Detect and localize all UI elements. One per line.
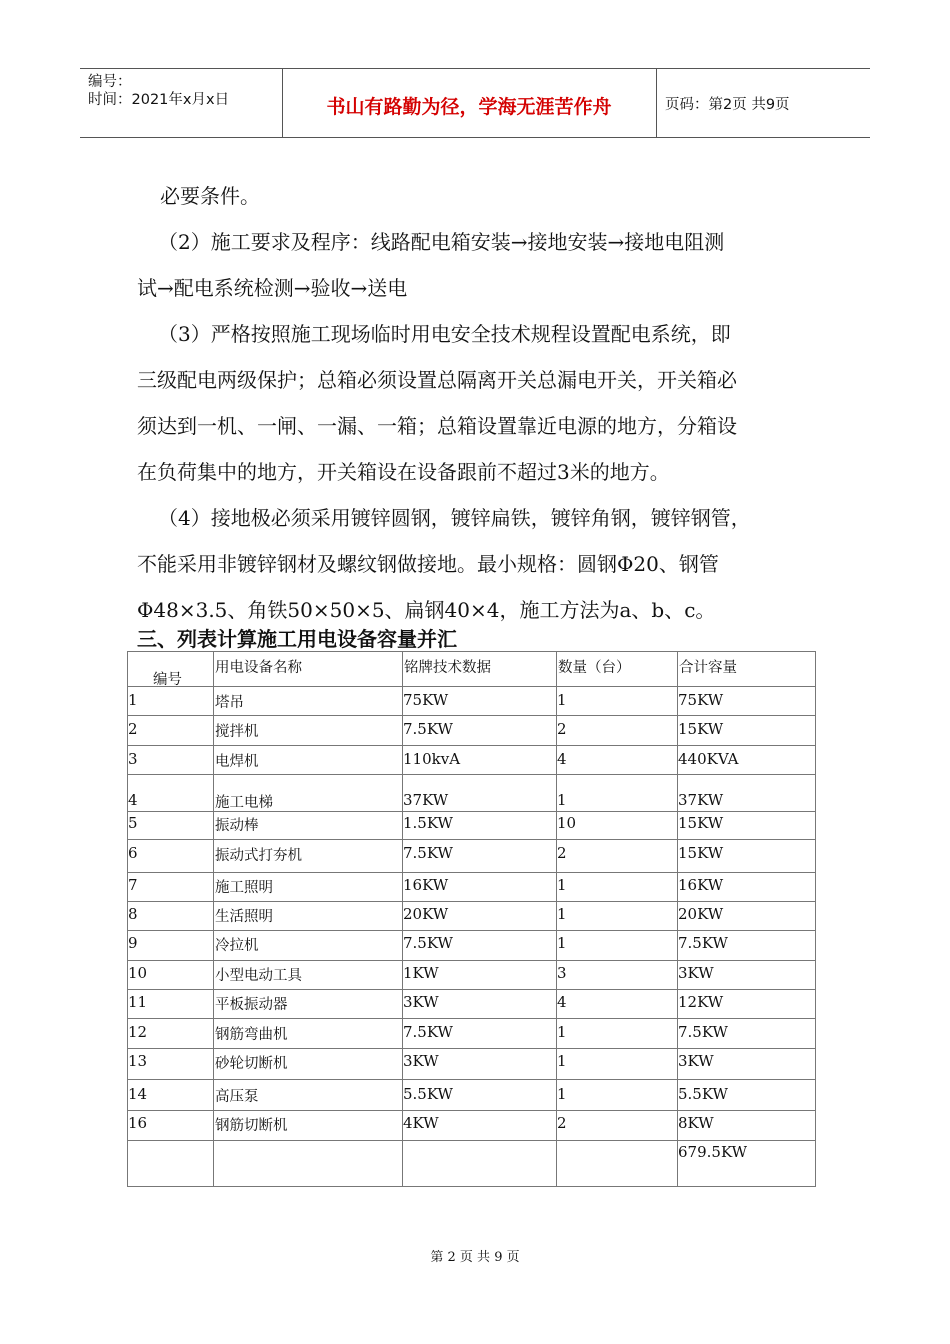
- table-rule: [815, 651, 816, 1187]
- table-rule: [127, 1018, 816, 1019]
- page-footer: 第 2 页 共 9 页: [430, 1250, 520, 1265]
- table-cell: 冷拉机: [215, 938, 259, 954]
- body-line: 须达到一机、一闸、一漏、一箱；总箱设置靠近电源的地方，分箱设: [137, 414, 737, 438]
- table-rule: [127, 989, 816, 990]
- body-line: （2）施工要求及程序：线路配电箱安装→接地安装→接地电阻测: [158, 230, 725, 254]
- body-line: （3）严格按照施工现场临时用电安全技术规程设置配电系统，即: [158, 322, 731, 346]
- table-cell: 8KW: [678, 1114, 714, 1132]
- table-cell: 钢筋切断机: [215, 1118, 288, 1134]
- table-cell: 1KW: [403, 964, 439, 982]
- table-header-cell: 合计容量: [679, 660, 737, 676]
- table-cell: 1: [557, 934, 567, 952]
- table-cell: 13: [128, 1052, 148, 1070]
- table-cell: 4: [557, 750, 567, 768]
- header-motto: 书山有路勤为径，学海无涯苦作舟: [326, 96, 612, 118]
- table-rule: [127, 651, 816, 652]
- table-rule: [127, 960, 816, 961]
- table-cell: 15KW: [678, 720, 724, 738]
- table-cell: 7.5KW: [678, 934, 728, 952]
- table-cell: 施工照明: [215, 880, 273, 896]
- body-line: Φ48×3.5、角铁50×50×5、扁钢40×4，施工方法为a、b、c。: [137, 598, 716, 622]
- table-cell: 1: [557, 1052, 567, 1070]
- table-cell: 塔吊: [215, 695, 244, 711]
- table-header-cell: 数量（台）: [558, 660, 631, 676]
- table-cell: 7.5KW: [403, 720, 453, 738]
- table-cell: 12KW: [678, 993, 724, 1011]
- table-total-cell: 679.5KW: [678, 1143, 748, 1161]
- table-cell: 75KW: [678, 691, 724, 709]
- header-date: 时间：2021年x月x日: [88, 92, 230, 108]
- table-cell: 16: [128, 1114, 148, 1132]
- table-cell: 16KW: [403, 876, 449, 894]
- table-rule: [127, 686, 816, 687]
- table-cell: 1: [128, 691, 138, 709]
- table-cell: 110kvA: [403, 750, 461, 768]
- table-rule: [127, 715, 816, 716]
- table-cell: 砂轮切断机: [215, 1056, 288, 1072]
- section-title: 三、列表计算施工用电设备容量并汇: [137, 627, 457, 651]
- table-cell: 7: [128, 876, 138, 894]
- table-cell: 7.5KW: [403, 1023, 453, 1041]
- table-rule: [127, 901, 816, 902]
- table-rule: [127, 872, 816, 873]
- table-rule: [127, 1048, 816, 1049]
- table-rule: [127, 774, 816, 775]
- table-cell: 440KVA: [678, 750, 739, 768]
- table-cell: 37KW: [403, 791, 449, 809]
- table-cell: 小型电动工具: [215, 968, 302, 984]
- table-cell: 4KW: [403, 1114, 439, 1132]
- table-cell: 5.5KW: [678, 1085, 728, 1103]
- table-cell: 2: [128, 720, 138, 738]
- header-id-label: 编号：: [88, 74, 132, 90]
- table-cell: 7.5KW: [403, 844, 453, 862]
- table-cell: 振动棒: [215, 818, 259, 834]
- page-header: [80, 68, 870, 138]
- table-cell: 3KW: [403, 993, 439, 1011]
- table-rule: [127, 1079, 816, 1080]
- table-rule: [127, 745, 816, 746]
- table-rule: [213, 651, 214, 1187]
- table-cell: 15KW: [678, 814, 724, 832]
- table-cell: 3KW: [678, 1052, 714, 1070]
- table-cell: 施工电梯: [215, 795, 273, 811]
- table-header-cell: 铭牌技术数据: [404, 660, 491, 676]
- equipment-table: [127, 651, 816, 1187]
- table-cell: 1: [557, 691, 567, 709]
- table-cell: 7.5KW: [678, 1023, 728, 1041]
- table-rule: [127, 1110, 816, 1111]
- table-cell: 6: [128, 844, 138, 862]
- table-cell: 生活照明: [215, 909, 273, 925]
- table-cell: 3KW: [403, 1052, 439, 1070]
- table-rule: [127, 1140, 816, 1141]
- header-meta: [88, 73, 278, 109]
- header-page-info: 页码：第2页 共9页: [665, 97, 790, 113]
- table-cell: 14: [128, 1085, 148, 1103]
- table-cell: 2: [557, 720, 567, 738]
- table-cell: 5.5KW: [403, 1085, 453, 1103]
- table-cell: 15KW: [678, 844, 724, 862]
- table-cell: 5: [128, 814, 138, 832]
- table-cell: 搅拌机: [215, 724, 259, 740]
- table-cell: 7.5KW: [403, 934, 453, 952]
- table-cell: 37KW: [678, 791, 724, 809]
- table-cell: 3KW: [678, 964, 714, 982]
- table-cell: 3: [557, 964, 567, 982]
- table-header-cell: 编号: [153, 672, 182, 688]
- body-line: 在负荷集中的地方，开关箱设在设备跟前不超过3米的地方。: [137, 460, 670, 484]
- table-rule: [127, 930, 816, 931]
- table-cell: 1: [557, 905, 567, 923]
- table-cell: 平板振动器: [215, 997, 288, 1013]
- body-line: 试→配电系统检测→验收→送电: [137, 276, 408, 300]
- table-cell: 20KW: [403, 905, 449, 923]
- table-cell: 10: [128, 964, 148, 982]
- table-cell: 20KW: [678, 905, 724, 923]
- table-cell: 1: [557, 876, 567, 894]
- table-cell: 2: [557, 1114, 567, 1132]
- table-cell: 4: [128, 791, 138, 809]
- table-cell: 1.5KW: [403, 814, 453, 832]
- table-rule: [127, 839, 816, 840]
- table-cell: 1: [557, 1023, 567, 1041]
- table-cell: 2: [557, 844, 567, 862]
- table-cell: 10: [557, 814, 577, 832]
- table-cell: 11: [128, 993, 148, 1011]
- table-cell: 高压泵: [215, 1089, 259, 1105]
- header-divider: [656, 69, 657, 137]
- table-cell: 8: [128, 905, 138, 923]
- table-cell: 电焊机: [215, 754, 259, 770]
- table-cell: 1: [557, 1085, 567, 1103]
- table-header-cell: 用电设备名称: [215, 660, 302, 676]
- table-cell: 1: [557, 791, 567, 809]
- body-line: 不能采用非镀锌钢材及螺纹钢做接地。最小规格：圆钢Φ20、钢管: [137, 552, 719, 576]
- table-cell: 75KW: [403, 691, 449, 709]
- table-cell: 钢筋弯曲机: [215, 1027, 288, 1043]
- table-cell: 振动式打夯机: [215, 848, 302, 864]
- table-cell: 4: [557, 993, 567, 1011]
- body-line: （4）接地极必须采用镀锌圆钢，镀锌扁铁，镀锌角钢，镀锌钢管，: [158, 506, 751, 530]
- body-line: 必要条件。: [160, 184, 260, 208]
- table-cell: 3: [128, 750, 138, 768]
- table-rule: [127, 1186, 816, 1187]
- body-line: 三级配电两级保护；总箱必须设置总隔离开关总漏电开关，开关箱必: [137, 368, 737, 392]
- table-cell: 9: [128, 934, 138, 952]
- table-cell: 16KW: [678, 876, 724, 894]
- table-cell: 12: [128, 1023, 148, 1041]
